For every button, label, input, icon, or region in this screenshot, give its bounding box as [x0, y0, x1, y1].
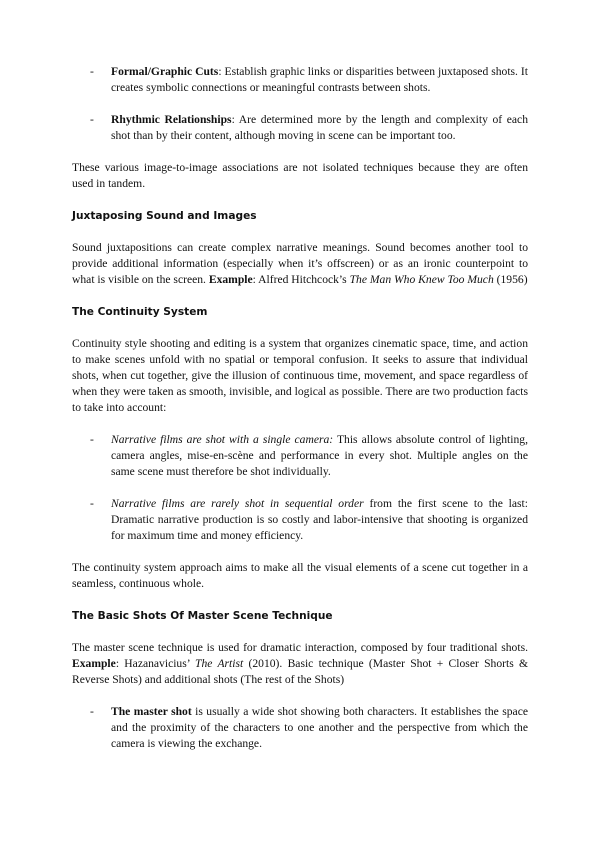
bullet-term: Rhythmic Relationships	[111, 113, 232, 126]
bullet-text: is usually a wide shot showing both characters. It establishes the space and the proximity of the characters to one another and the perspective from which the camera is viewing the exchange.	[111, 705, 528, 750]
bullet-rhythmic-relationships	[72, 112, 528, 144]
document-page	[72, 64, 528, 752]
bullet-formal-graphic-cuts	[72, 64, 528, 96]
example-text: : Hazanavicius’	[115, 657, 196, 670]
bullet-sequential-order	[72, 496, 528, 544]
paragraph-text: Sound juxtapositions can create complex narrative meanings. Sound becomes another tool to provide additional information (especially when it’s offscreen) or as an ironic counterpoint to what is visible on the screen.	[72, 241, 528, 286]
paragraph-text: The master scene technique is used for dramatic interaction, composed by four traditional shots.	[72, 641, 528, 654]
film-year: (1956)	[493, 273, 528, 286]
paragraph-master-scene	[72, 640, 528, 688]
example-text: : Alfred Hitchcock’s	[252, 273, 350, 286]
bullet-single-camera	[72, 432, 528, 480]
heading-juxtaposing-sound: Juxtaposing Sound and Images	[72, 210, 257, 222]
film-title: The Man Who Knew Too Much	[349, 273, 494, 286]
example-label: Example	[208, 273, 253, 286]
bullet-dash: -	[90, 433, 94, 446]
paragraph-sound	[72, 240, 528, 288]
bullet-term: Formal/Graphic Cuts	[111, 65, 219, 78]
bullet-dash: -	[90, 65, 94, 78]
bullet-dash: -	[90, 113, 94, 126]
bullet-term: Narrative films are rarely shot in sequential order	[111, 497, 364, 510]
paragraph-continuity-approach: The continuity system approach aims to make all the visual elements of a scene cut together in a seamless, continuous whole.	[72, 561, 528, 590]
paragraph-associations: These various image-to-image associations are not isolated techniques because they are often used in tandem.	[72, 161, 528, 190]
film-title: The Artist	[195, 657, 244, 670]
bullet-text: : Establish graphic links or disparities between juxtaposed shots. It creates symbolic connections or meaningful contrasts between shots.	[111, 65, 528, 94]
bullet-text: : Are determined more by the length and complexity of each shot than by their content, although moving in scene can be important too.	[111, 113, 528, 142]
heading-continuity-system: The Continuity System	[72, 306, 208, 318]
paragraph-continuity: Continuity style shooting and editing is a system that organizes cinematic space, time, and action to make scenes unfold with no spatial or temporal confusion. It seeks to assure that individual shots, when cut together, give the illusion of continuous time, movement, and space regardless of when they were taken as smooth, invisible, and logical as possible. There are two production facts to take into account:	[72, 337, 528, 414]
bullet-dash: -	[90, 705, 94, 718]
heading-basic-shots: The Basic Shots Of Master Scene Technique	[72, 610, 333, 622]
bullet-master-shot	[72, 704, 528, 752]
bullet-text: This allows absolute control of lighting, camera angles, mise-en-scène and performance in every shot. Multiple angles on the same scene must therefore be shot individually.	[111, 433, 528, 478]
paragraph-rest: (2010). Basic technique (Master Shot + Closer Shorts & Reverse Shots) and additional shots (The rest of the Shots)	[72, 657, 529, 686]
bullet-term: The master shot	[111, 705, 192, 718]
example-label: Example	[72, 657, 116, 670]
bullet-text: from the first scene to the last: Dramatic narrative production is so costly and labor-intensive that shooting is organized for maximum time and money efficiency.	[111, 497, 529, 542]
bullet-dash: -	[90, 497, 94, 510]
bullet-term: Narrative films are shot with a single camera:	[111, 433, 334, 446]
